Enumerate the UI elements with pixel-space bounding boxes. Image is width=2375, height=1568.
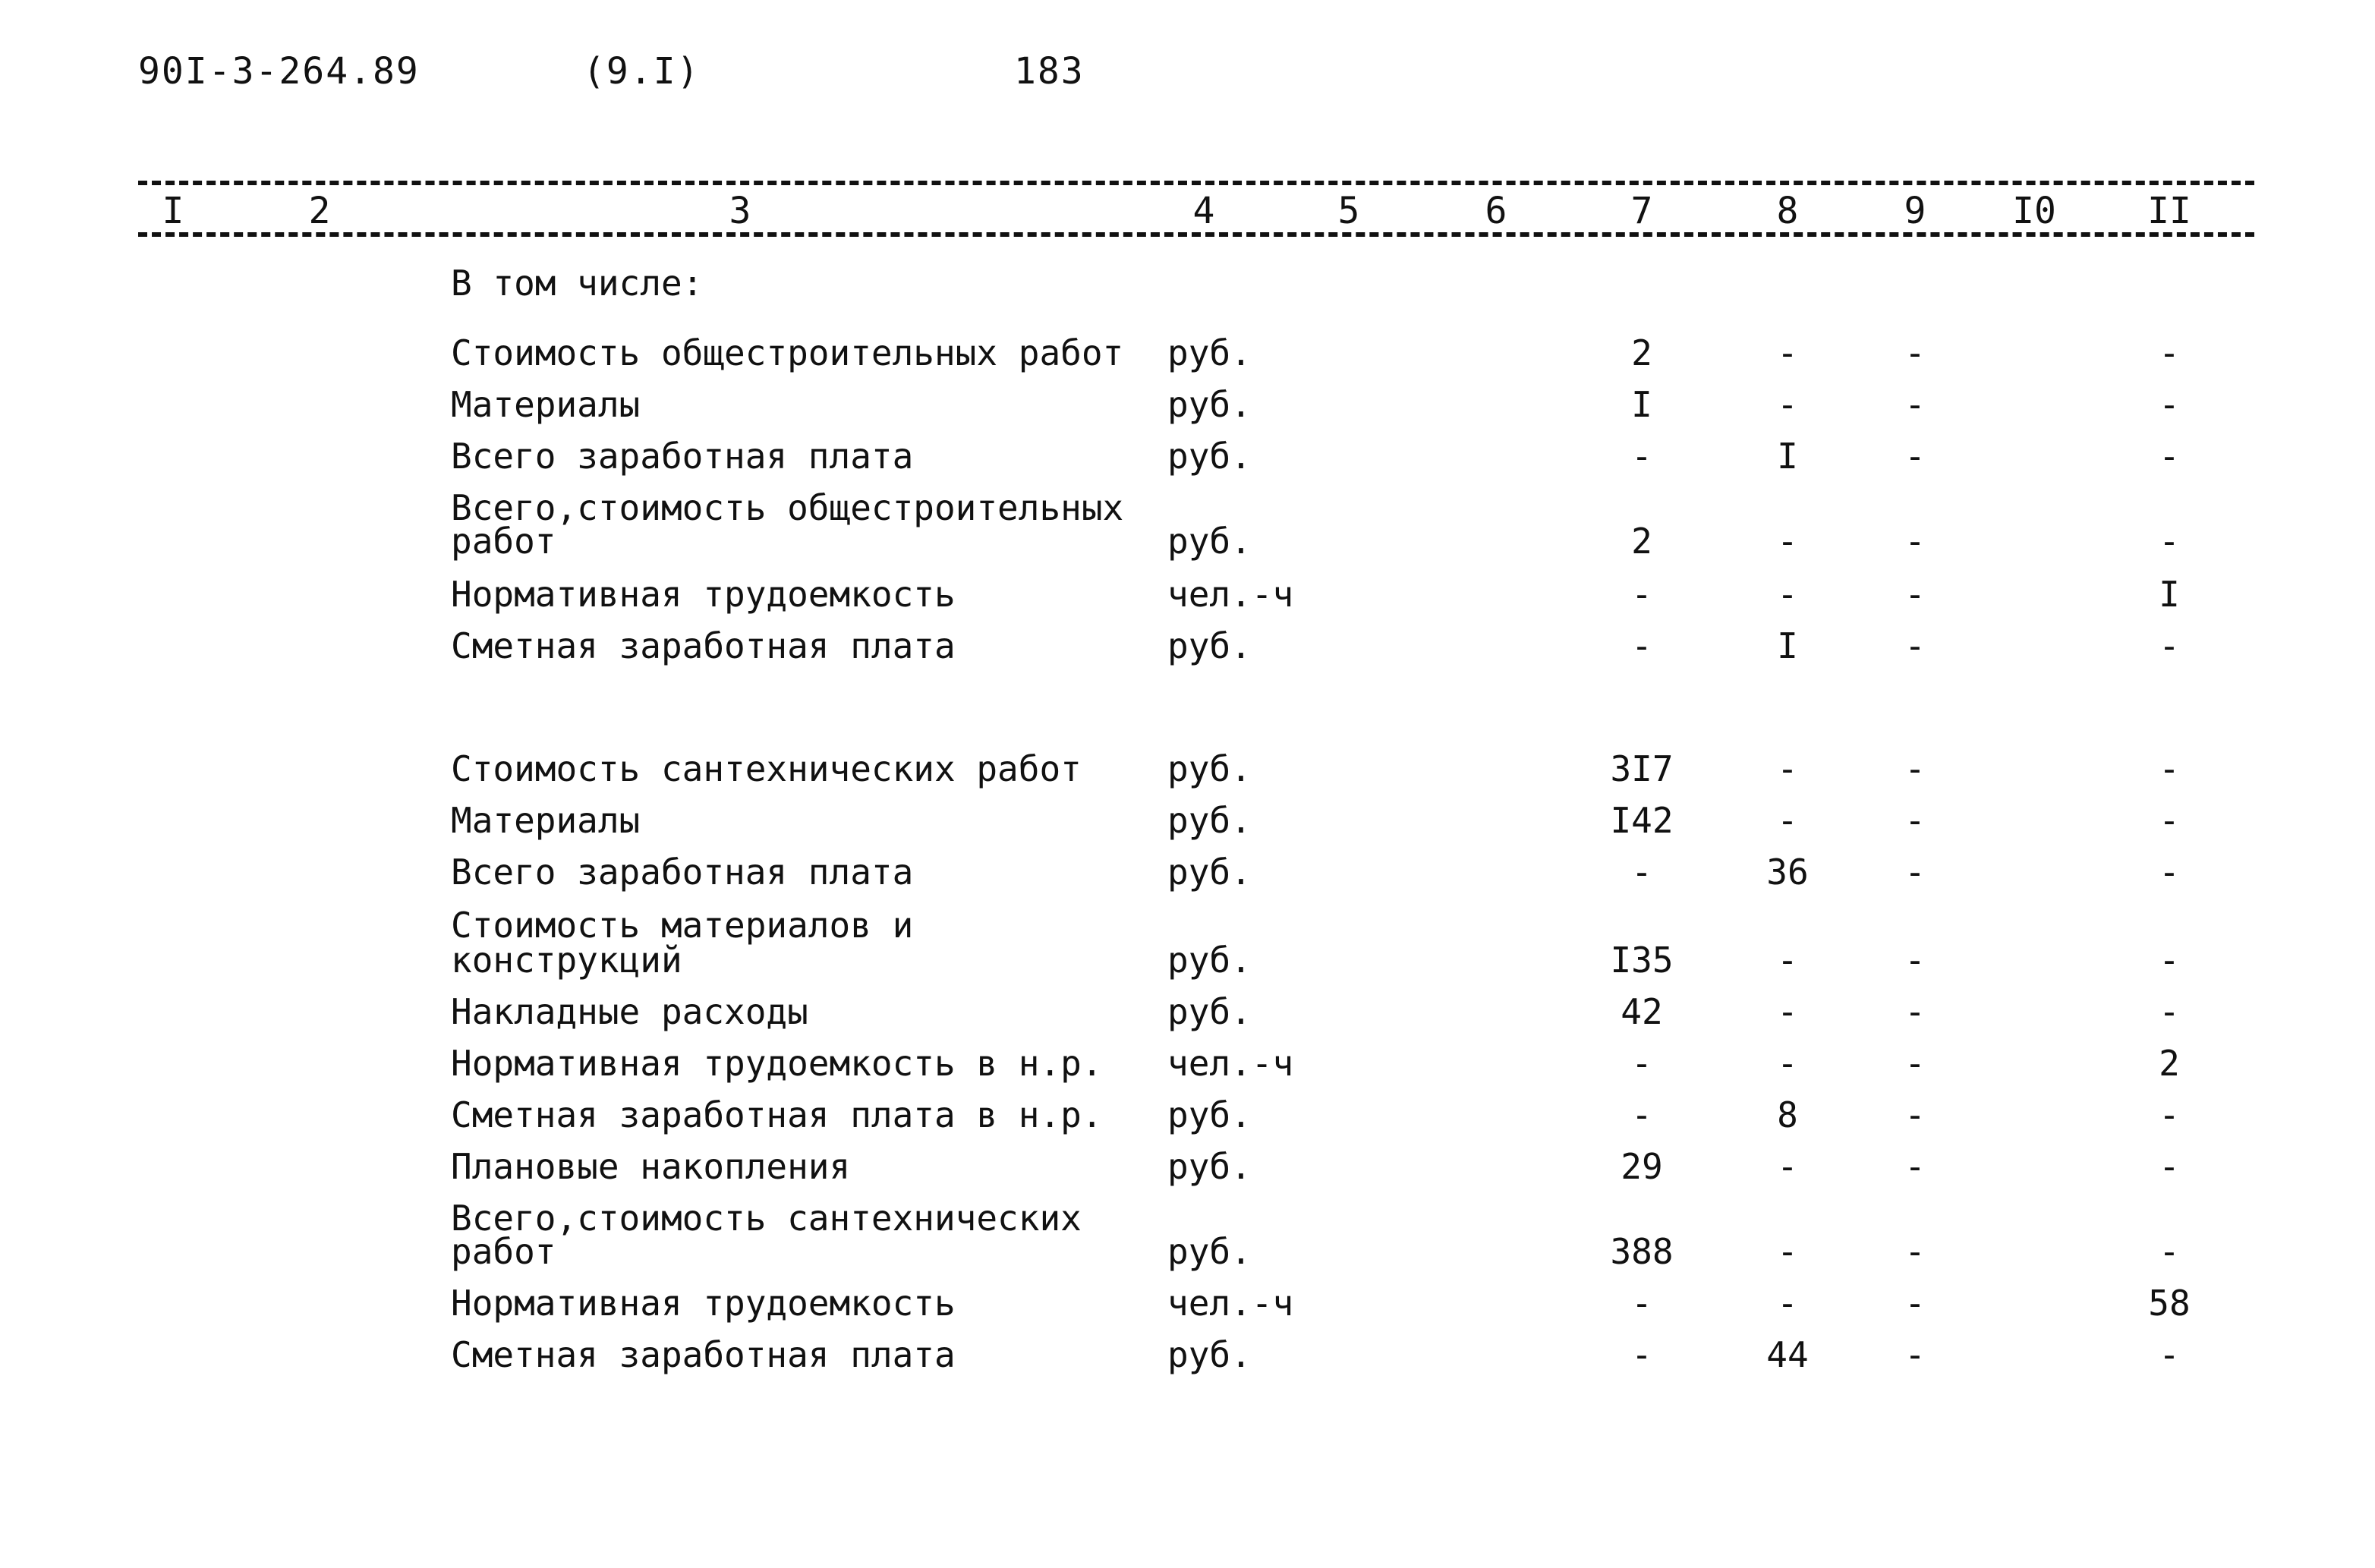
cell-col-7: 388 <box>1610 1231 1674 1272</box>
cell-col-11: - <box>2159 332 2180 373</box>
cell-col-9: - <box>1904 436 1926 477</box>
row-label: Сметная заработная плата <box>451 625 956 666</box>
cell-col-7: - <box>1631 625 1652 666</box>
column-header-6: 6 <box>1485 190 1507 232</box>
page-number: 183 <box>1014 50 1085 93</box>
row-unit: руб. <box>1167 1094 1252 1135</box>
cell-col-9: - <box>1904 1146 1926 1187</box>
cell-col-9: - <box>1904 625 1926 666</box>
cell-col-11: - <box>2159 991 2180 1032</box>
column-header-3: 3 <box>729 190 751 232</box>
row-label: Всего заработная плата <box>451 436 914 477</box>
row-label: Материалы <box>451 384 641 425</box>
column-header-7: 7 <box>1630 190 1653 232</box>
cell-col-7: - <box>1631 1334 1652 1375</box>
row-unit: руб. <box>1167 1146 1252 1187</box>
cell-col-9: - <box>1904 940 1926 981</box>
cell-col-7: - <box>1631 574 1652 615</box>
cell-col-7: - <box>1631 436 1652 477</box>
row-label: Всего заработная плата <box>451 852 914 893</box>
cell-col-9: - <box>1904 1334 1926 1375</box>
cell-col-9: - <box>1904 852 1926 893</box>
cell-col-8: 8 <box>1777 1094 1798 1135</box>
cell-col-7: 2 <box>1631 521 1652 562</box>
intro-text: В том числе: <box>451 263 704 304</box>
row-unit: руб. <box>1167 436 1252 477</box>
row-unit: руб. <box>1167 991 1252 1032</box>
cell-col-8: 44 <box>1766 1334 1809 1375</box>
cell-col-8: - <box>1777 521 1798 562</box>
cell-col-8: - <box>1777 800 1798 841</box>
cell-col-7: - <box>1631 1043 1652 1084</box>
row-label: Плановые накопления <box>451 1146 851 1187</box>
cell-col-8: - <box>1777 940 1798 981</box>
cell-col-9: - <box>1904 1283 1926 1324</box>
row-label: Материалы <box>451 800 641 841</box>
row-unit: чел.-ч <box>1167 1283 1294 1324</box>
cell-col-8: - <box>1777 384 1798 425</box>
cell-col-11: - <box>2159 436 2180 477</box>
section-number: (9.I) <box>583 50 701 93</box>
cell-col-9: - <box>1904 574 1926 615</box>
cell-col-11: 58 <box>2148 1283 2191 1324</box>
row-label: Накладные расходы <box>451 991 808 1032</box>
cell-col-8: I <box>1777 625 1798 666</box>
column-header-11: II <box>2147 190 2191 232</box>
cell-col-11: - <box>2159 940 2180 981</box>
row-label-line-2: работ <box>451 1231 556 1272</box>
cell-col-11: - <box>2159 1334 2180 1375</box>
cell-col-7: - <box>1631 1283 1652 1324</box>
cell-col-11: - <box>2159 852 2180 893</box>
row-unit: руб. <box>1167 1334 1252 1375</box>
row-label: Стоимость сантехнических работ <box>451 748 1082 789</box>
row-unit: чел.-ч <box>1167 1043 1294 1084</box>
cell-col-9: - <box>1904 1094 1926 1135</box>
cell-col-7: I42 <box>1610 800 1674 841</box>
cell-col-11: I <box>2159 574 2180 615</box>
column-header-2: 2 <box>308 190 331 232</box>
cell-col-11: - <box>2159 384 2180 425</box>
row-label-line-2: работ <box>451 521 556 562</box>
column-header-9: 9 <box>1904 190 1926 232</box>
row-unit: руб. <box>1167 748 1252 789</box>
cell-col-9: - <box>1904 748 1926 789</box>
column-header-4: 4 <box>1192 190 1215 232</box>
row-label: Нормативная трудоемкость <box>451 574 956 615</box>
cell-col-7: - <box>1631 852 1652 893</box>
cell-col-8: - <box>1777 332 1798 373</box>
row-unit: руб. <box>1167 332 1252 373</box>
cell-col-8: - <box>1777 1283 1798 1324</box>
row-unit: руб. <box>1167 940 1252 981</box>
cell-col-8: - <box>1777 574 1798 615</box>
cell-col-9: - <box>1904 521 1926 562</box>
cell-col-7: 29 <box>1621 1146 1663 1187</box>
cell-col-11: - <box>2159 625 2180 666</box>
row-unit: руб. <box>1167 384 1252 425</box>
column-header-1: I <box>162 190 184 232</box>
row-label-line-1: Стоимость материалов и <box>451 905 914 946</box>
cell-col-11: - <box>2159 748 2180 789</box>
cell-col-9: - <box>1904 991 1926 1032</box>
cell-col-8: - <box>1777 1146 1798 1187</box>
cell-col-8: I <box>1777 436 1798 477</box>
cell-col-11: 2 <box>2159 1043 2180 1084</box>
row-label: Нормативная трудоемкость <box>451 1283 956 1324</box>
row-unit: руб. <box>1167 625 1252 666</box>
cell-col-11: - <box>2159 1094 2180 1135</box>
cell-col-8: - <box>1777 1231 1798 1272</box>
column-header-8: 8 <box>1776 190 1799 232</box>
row-label: Стоимость общестроительных работ <box>451 332 1124 373</box>
column-header-5: 5 <box>1337 190 1360 232</box>
row-label: Нормативная трудоемкость в н.р. <box>451 1043 1103 1084</box>
cell-col-8: - <box>1777 1043 1798 1084</box>
row-label: Сметная заработная плата в н.р. <box>451 1094 1103 1135</box>
row-label-line-1: Всего,стоимость сантехнических <box>451 1198 1082 1239</box>
row-unit: руб. <box>1167 1231 1252 1272</box>
document-code: 90I-3-264.89 <box>138 50 420 93</box>
row-label-line-2: конструкций <box>451 940 682 981</box>
cell-col-9: - <box>1904 332 1926 373</box>
cell-col-9: - <box>1904 1231 1926 1272</box>
cell-col-9: - <box>1904 384 1926 425</box>
cell-col-7: 3I7 <box>1610 748 1674 789</box>
cell-col-8: 36 <box>1766 852 1809 893</box>
row-unit: чел.-ч <box>1167 574 1294 615</box>
cell-col-11: - <box>2159 800 2180 841</box>
row-unit: руб. <box>1167 521 1252 562</box>
row-unit: руб. <box>1167 852 1252 893</box>
row-unit: руб. <box>1167 800 1252 841</box>
cell-col-8: - <box>1777 991 1798 1032</box>
cell-col-9: - <box>1904 800 1926 841</box>
row-label-line-1: Всего,стоимость общестроительных <box>451 487 1124 528</box>
row-label: Сметная заработная плата <box>451 1334 956 1375</box>
cell-col-11: - <box>2159 1231 2180 1272</box>
cell-col-8: - <box>1777 748 1798 789</box>
cell-col-9: - <box>1904 1043 1926 1084</box>
cell-col-11: - <box>2159 1146 2180 1187</box>
cell-col-7: I <box>1631 384 1652 425</box>
cell-col-7: - <box>1631 1094 1652 1135</box>
cell-col-7: I35 <box>1610 940 1674 981</box>
table-header-rule-top <box>138 181 2254 185</box>
cell-col-7: 2 <box>1631 332 1652 373</box>
table-header-rule-bottom <box>138 232 2254 237</box>
column-header-10: I0 <box>2012 190 2056 232</box>
cell-col-7: 42 <box>1621 991 1663 1032</box>
cell-col-11: - <box>2159 521 2180 562</box>
